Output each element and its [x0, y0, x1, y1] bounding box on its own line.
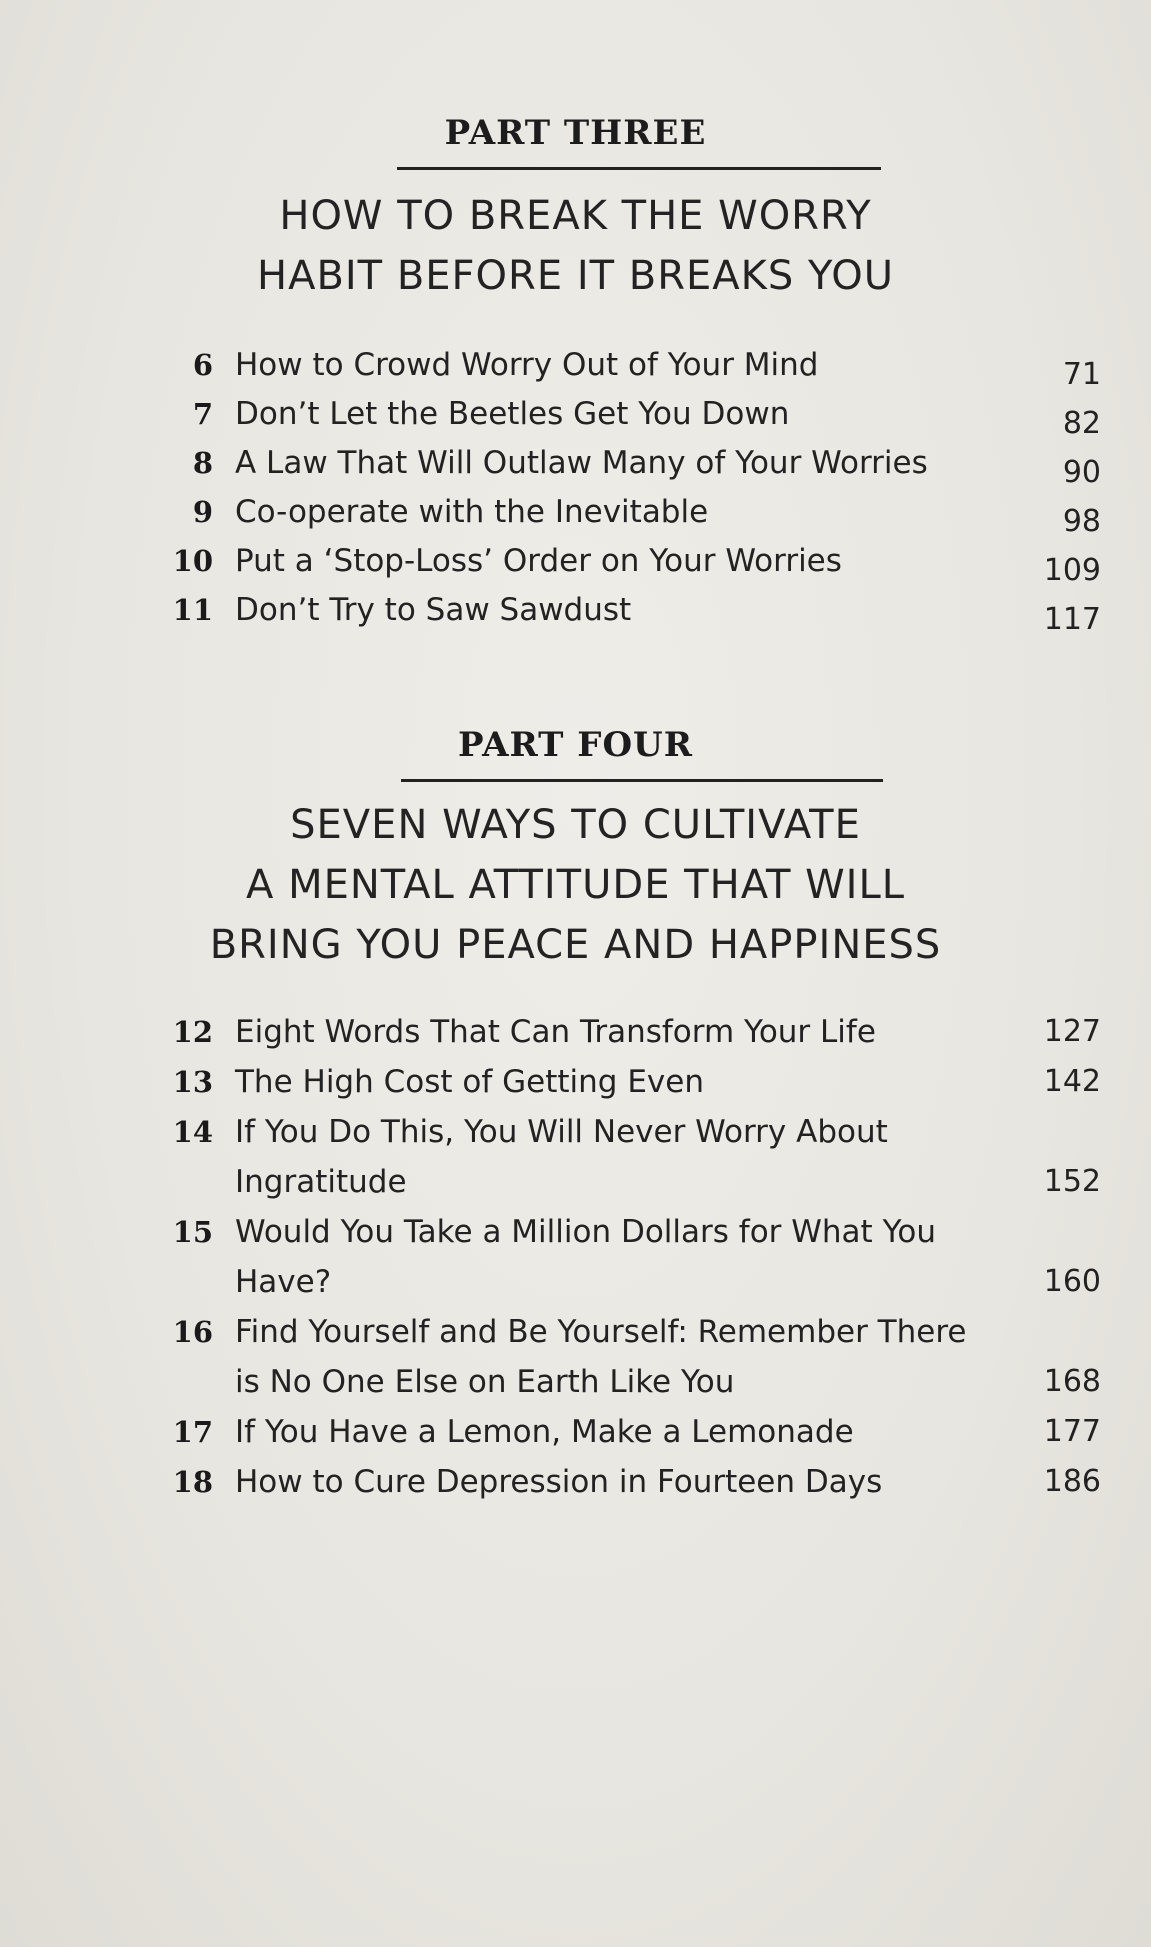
chapter-number: 9: [192, 495, 213, 529]
toc-row[interactable]: [0, 1457, 1151, 1507]
toc-row[interactable]: [0, 1307, 1151, 1407]
chapter-title: Put a ‘Stop-Loss’ Order on Your Worries: [235, 543, 842, 579]
toc-row[interactable]: [0, 1107, 1151, 1207]
chapter-number: 18: [172, 1465, 213, 1499]
chapter-page: 109: [1043, 553, 1101, 588]
part-three-title-line-1: HOW TO BREAK THE WORRY: [279, 193, 872, 239]
part-three-rule: [397, 167, 881, 170]
toc-row[interactable]: [0, 1007, 1151, 1057]
chapter-page: 117: [1043, 602, 1101, 637]
chapter-page: 71: [1062, 357, 1101, 392]
chapter-number: 7: [192, 397, 213, 431]
toc-row[interactable]: [0, 487, 1151, 537]
chapter-page: 186: [1043, 1464, 1101, 1499]
toc-row[interactable]: [0, 438, 1151, 488]
chapter-title-line-1: Would You Take a Million Dollars for What You: [235, 1214, 936, 1250]
part-four-title-line-1: SEVEN WAYS TO CULTIVATE: [290, 802, 861, 848]
chapter-title: How to Cure Depression in Fourteen Days: [235, 1464, 883, 1500]
chapter-title-line-2: Ingratitude: [235, 1164, 407, 1200]
toc-row[interactable]: [0, 1407, 1151, 1457]
chapter-number: 12: [172, 1015, 213, 1049]
chapter-number: 8: [192, 446, 213, 480]
chapter-number: 13: [172, 1065, 213, 1099]
toc-row[interactable]: [0, 340, 1151, 390]
chapter-title-line-1: Find Yourself and Be Yourself: Remember There: [235, 1314, 967, 1350]
part-three-title-line-2: HABIT BEFORE IT BREAKS YOU: [257, 253, 894, 299]
part-three-title: [0, 186, 1151, 306]
chapter-title: Don’t Try to Saw Sawdust: [235, 592, 632, 628]
toc-row[interactable]: [0, 389, 1151, 439]
chapter-page: 142: [1043, 1064, 1101, 1099]
toc-row[interactable]: [0, 1207, 1151, 1307]
chapter-number: 11: [172, 593, 213, 627]
chapter-page: 82: [1062, 406, 1101, 441]
chapter-number: 15: [172, 1215, 213, 1249]
chapter-title: If You Have a Lemon, Make a Lemonade: [235, 1414, 854, 1450]
part-four-title: [0, 795, 1151, 975]
chapter-title: Co-operate with the Inevitable: [235, 494, 709, 530]
chapter-title: Don’t Let the Beetles Get You Down: [235, 396, 790, 432]
part-four-label: PART FOUR: [458, 725, 693, 765]
chapter-title: How to Crowd Worry Out of Your Mind: [235, 347, 819, 383]
chapter-title: The High Cost of Getting Even: [235, 1064, 704, 1100]
chapter-page: 168: [1043, 1364, 1101, 1399]
toc-row[interactable]: [0, 585, 1151, 635]
chapter-page: 160: [1043, 1264, 1101, 1299]
toc-row[interactable]: [0, 536, 1151, 586]
chapter-page: 177: [1043, 1414, 1101, 1449]
chapter-title-line-2: Have?: [235, 1264, 332, 1300]
chapter-number: 6: [192, 348, 213, 382]
chapter-number: 16: [172, 1315, 213, 1349]
toc-row[interactable]: [0, 1057, 1151, 1107]
chapter-page: 152: [1043, 1164, 1101, 1199]
chapter-page: 98: [1062, 504, 1101, 539]
chapter-number: 14: [172, 1115, 213, 1149]
chapter-page: 127: [1043, 1014, 1101, 1049]
chapter-title: A Law That Will Outlaw Many of Your Worries: [235, 445, 928, 481]
part-four-rule: [401, 779, 883, 782]
chapter-number: 17: [172, 1415, 213, 1449]
part-four-title-line-3: BRING YOU PEACE AND HAPPINESS: [209, 922, 942, 968]
chapter-number: 10: [172, 544, 213, 578]
chapter-title-line-2: is No One Else on Earth Like You: [235, 1364, 735, 1400]
chapter-title-line-1: If You Do This, You Will Never Worry About: [235, 1114, 888, 1150]
chapter-page: 90: [1062, 455, 1101, 490]
part-three-label: PART THREE: [444, 113, 707, 153]
part-four-title-line-2: A MENTAL ATTITUDE THAT WILL: [245, 862, 906, 908]
chapter-title: Eight Words That Can Transform Your Life: [235, 1014, 876, 1050]
